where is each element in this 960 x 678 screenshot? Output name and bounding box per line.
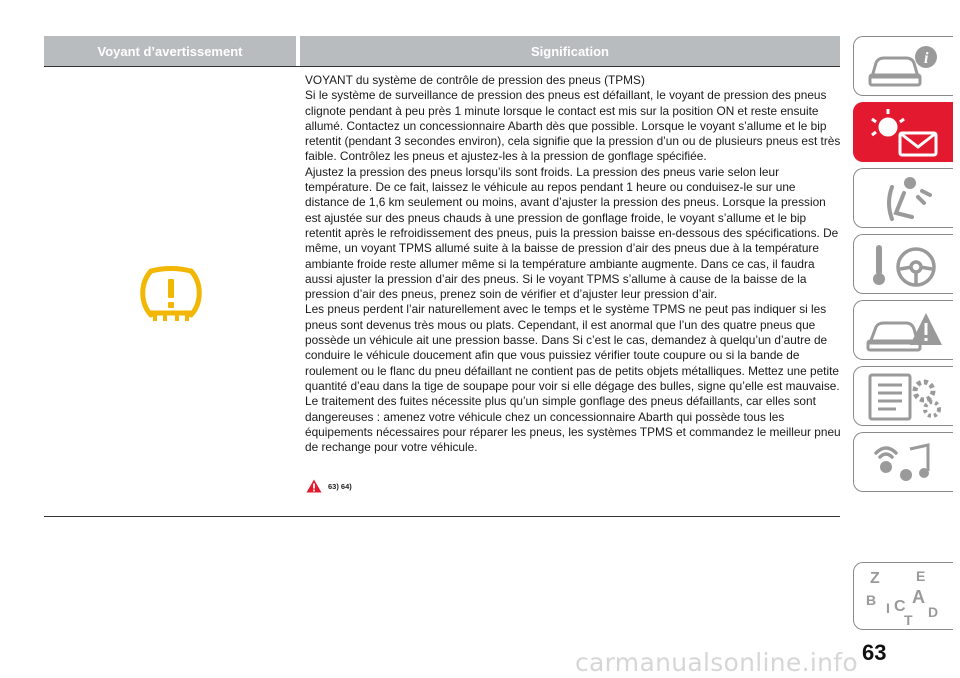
tab-car-info[interactable] [853,36,953,96]
svg-text:E: E [916,568,926,584]
column-header-meaning: Signification [300,36,840,66]
tab-warning-lights[interactable] [853,102,953,162]
svg-text:i: i [924,50,929,67]
warning-references [306,479,352,493]
tab-safety[interactable] [853,168,953,228]
svg-text:A: A [912,587,925,607]
emergency-icon [866,305,946,357]
tpms-warning-icon [137,261,205,325]
tab-multimedia[interactable] [853,432,953,492]
caution-triangle-icon [306,479,322,493]
svg-text:B: B [866,592,877,608]
tab-maintenance[interactable] [853,366,953,426]
warning-refs-label: 63) 64) [328,481,352,491]
table-header-rule [44,66,840,67]
tab-starting-driving[interactable] [853,234,953,294]
tab-emergency[interactable] [853,300,953,360]
paragraph-title: VOYANT du système de contrôle de pression des pneus (TPMS) [305,73,645,87]
key-steering-icon [866,239,946,291]
svg-text:T: T [904,612,913,627]
column-header-warning-light: Voyant d’avertissement [44,36,296,66]
page-number: 63 [862,640,887,665]
car-info-icon [866,41,946,93]
svg-text:C: C [894,598,906,615]
paragraph-1: Si le système de surveillance de pression des pneus est défaillant, le voyant de pression des pneus clignote pendant à peu près 1 minute lorsque le contact est mis sur la position ON et reste ensuite allumé. Contactez un concessionnaire Abarth dès que possible. Lorsque le voyant s’allume et le bip retentit (pendant 3 secondes environ), cela signifie que la pression d’un ou de plusieurs pneus est très faible. Contrôlez les pneus et ajustez-les à la pression de gonflage spécifiée. [305,88,841,164]
seat-airbag-icon [866,173,946,225]
watermark-text: carmanualsonline.info [575,648,858,677]
table-bottom-rule [44,516,840,517]
svg-text:D: D [928,604,939,620]
svg-text:Z: Z [870,570,880,587]
paragraph-3: Les pneus perdent l’air naturellement avec le temps et le système TPMS ne peut pas indiquer si les pneus sont devenus très mous ou plats. Cependant, il est anormal que l’un des quatre pneus que possède un véhicule ait une pression basse. Dans Si c’est le cas, demandez à quelqu’un d’autre de conduire le véhicule doucement afin que vous puissiez vérifier toute coupure ou si la bande de roulement ou le flanc du pneu défaillant ne contient pas de petits objets métalliques. Mettez une petite quantité d’eau dans la tige de soupape pour voir si elle dégage des bulles, signe qu’elle est mauvaise. Le traitement des fuites nécessite plus qu’un simple gonflage des pneus défaillants, car elles sont dangereuses : amenez votre véhicule chez un concessionnaire Abarth qui possède tous les équipements nécessaires pour réparer les pneus, les systèmes TPMS et commandez le meilleur pneu de rechange pour votre véhicule. [305,302,841,455]
svg-text:I: I [886,600,890,616]
multimedia-icon [866,437,946,489]
paragraph-2: Ajustez la pression des pneus lorsqu’ils sont froids. La pression des pneus varie selon leur température. De ce fait, laissez le véhicule au repos pendant 1 heure ou conduisez-le sur une distance de 1,6 km seulement ou moins, avant d’ajuster la pression des pneus. Lorsque la pression est ajustée sur des pneus chauds à une pression de gonflage froide, le voyant s’allume et le bip retentit après le refroidissement des pneus, puis la pression baisse en-dessous des spécifications. De même, un voyant TPMS allumé suite à la baisse de pression d’air des pneus due à la température ambiante froide reste allumer même si la température ambiante augmente. Dans ce cas, il faudra aussi ajuster la pression d’air des pneus. Si le voyant TPMS s’allume à cause de la baisse de la pression d’air des pneus, prenez soin de vérifier et d’ajuster leur pression d’air. [305,164,839,302]
tab-index[interactable] [853,562,953,630]
maintenance-icon [866,371,946,423]
warning-lights-icon [866,107,946,159]
index-icon [866,567,946,627]
meaning-text [305,73,841,455]
